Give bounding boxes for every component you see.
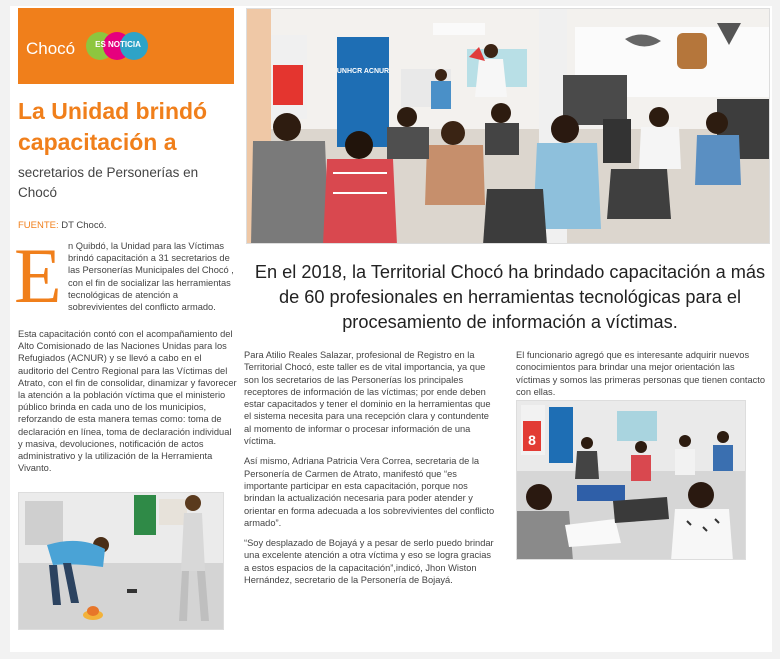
source-label: FUENTE: (18, 220, 59, 231)
training-scene-main (247, 9, 770, 244)
subheadline: secretarios de Personerías en Chocó (18, 165, 199, 200)
headline: La Unidad brindó capacitación a (18, 98, 208, 155)
badge-text: ES NOTICIA (95, 40, 141, 49)
article-column-right: El funcionario agregó que es interesante adquirir nuevos conocimientos para brindar una mejor orientación las víctimas y somos las primeras personas que tienen contacto con ellas. (516, 350, 766, 397)
source-line (18, 220, 107, 231)
training-photo-secondary (516, 400, 746, 560)
unhcr-banner-text: UNHCR ACNUR (336, 68, 390, 75)
region-banner (18, 8, 234, 84)
drop-cap: E (14, 232, 62, 319)
quote-paragraph-2: Así mismo, Adriana Patricia Vera Correa, secretaria de la Personería de Carmen de Atrato, manifestó que “es importante participar en esta capacitación, porque nos brindan la actualización necesaria para poder atender y orientar en forma adecuada a los sobrevivientes del conflicto armado”. (244, 456, 495, 528)
training-scene-small (19, 493, 224, 630)
source-value: DT Chocó. (61, 220, 107, 231)
article-column-middle (244, 349, 496, 594)
intro-paragraph: n Quibdó, la Unidad para las Víctimas brindó capacitación a 31 secretarios de las Personerías Municipales del Chocó , con el fin de socializar las herramientas tecnológicas de atención a sobrevivientes del conflicto armado. (68, 241, 234, 313)
region-label: Chocó (26, 39, 76, 58)
body-paragraph: Esta capacitación contó con el acompañamiento del Alto Comisionado de las Naciones Unidas para los Refugiados (ACNUR) y se llevó a cabo en el auditorio del Centro Regional para las Víctimas del Atrato, con el fin de consolidar, dinamizar y favorecer la atención a la población víctima que el ministerio público brinda en cada uno de los municipios, reforzando de esta manera temas como: toma de declaración en línea, toma de declaración individual y masiva, devoluciones, notificación de actos administrativo y la utilización de la Herramienta Vivanto. (18, 329, 237, 474)
pull-quote: En el 2018, la Territorial Chocó ha brindado capacitación a más de 60 profesionales en herramientas tecnológicas para el procesamiento de información a víctimas. (254, 262, 766, 332)
training-scene-secondary (517, 401, 746, 560)
quote-paragraph-1: Para Atilio Reales Salazar, profesional de Registro en la Territorial Chocó, este taller es de vital importancia, ya que son los secretarios de las Personerías los principales receptores de información de las víctimas; por ende deben estar capacitados y tener el dominio en la herramientas que el sistema necesita para una recepción clara y contundente al momento de informar o procesar información de una víctima. (244, 350, 491, 447)
banner-number: 8 (528, 432, 536, 448)
news-page (10, 6, 772, 652)
training-photo-main (246, 8, 770, 244)
training-photo-small (18, 492, 224, 630)
quote-paragraph-3: “Soy desplazado de Bojayá y a pesar de serlo puedo brindar una excelente atención a otra víctima y eso se logra gracias a estos espacios de la capacitación”,indicó, Jhon Wiston Hernández, secretario de la Personería de Bojayá. (244, 538, 494, 586)
es-noticia-badge (86, 32, 150, 60)
